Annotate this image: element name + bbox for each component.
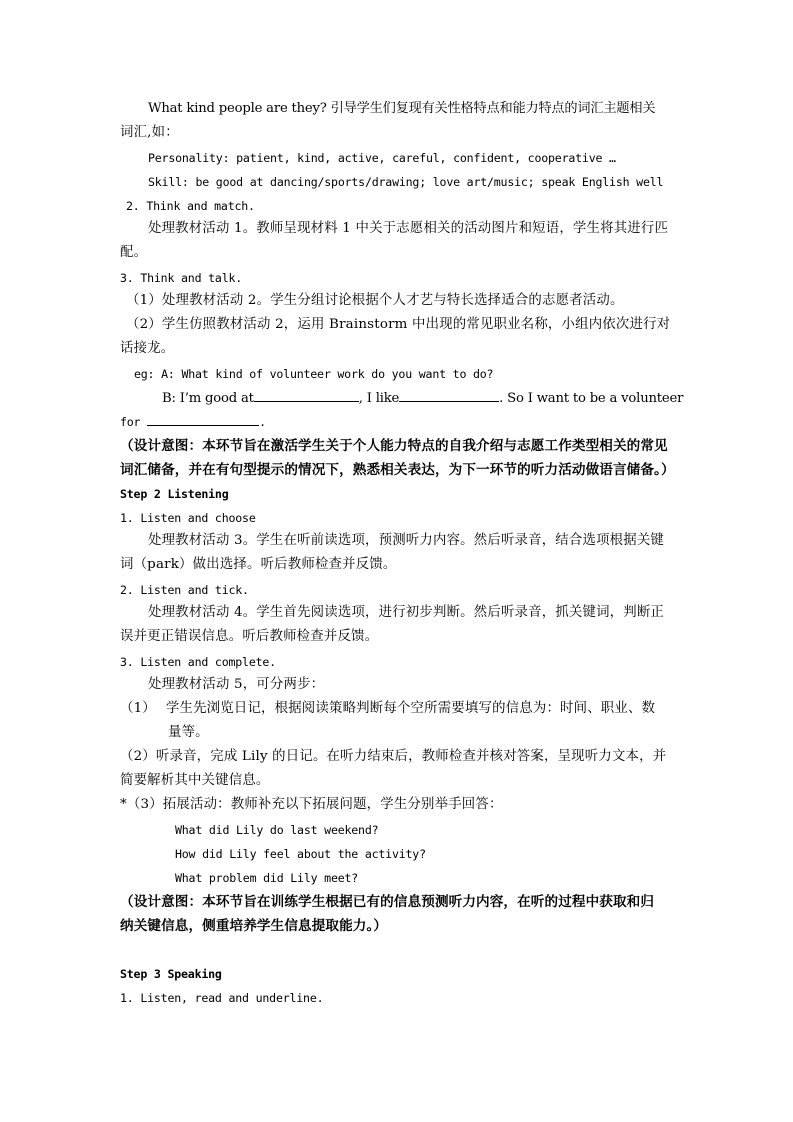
- example-line: eg: A: What kind of volunteer work do you want to do?: [134, 367, 494, 381]
- list-marker: （1）: [120, 701, 156, 716]
- text-line: 处理教材活动 4。学生首先阅读选项，进行初步判断。然后听录音，抓关键词，判断正: [148, 605, 665, 620]
- design-intent: 词汇储备，并在有句型提示的情况下，熟悉相关表达，为下一环节的听力活动做语言储备。）: [120, 462, 675, 478]
- example-text: . So I want to be a volunteer: [499, 391, 684, 406]
- example-blank-line: [120, 414, 266, 430]
- text-line: （1）处理教材活动 2。学生分组讨论根据个人才艺与特长选择适合的志愿者活动。: [126, 293, 624, 308]
- extension-question: How did Lily feel about the activity?: [175, 847, 426, 861]
- text-line: 处理教材活动 1。教师呈现材料 1 中关于志愿相关的活动图片和短语，学生将其进行匹: [148, 221, 669, 236]
- text-line: [120, 701, 655, 717]
- example-text: B: I’m good at: [162, 391, 254, 406]
- text-line: 量等。: [168, 725, 209, 740]
- text-line: 处理教材活动 5，可分两步：: [148, 677, 325, 692]
- example-text: , I like: [358, 391, 400, 406]
- fill-blank: [399, 390, 499, 402]
- extension-question: What problem did Lily meet?: [175, 871, 359, 885]
- extension-question: What did Lily do last weekend?: [175, 823, 379, 837]
- personality-line: Personality: patient, kind, active, careful, confident, cooperative …: [148, 151, 616, 165]
- example-blank-line: [162, 390, 683, 407]
- heading-think-match: 2. Think and match.: [126, 199, 255, 213]
- example-text: .: [259, 415, 266, 429]
- list-text: 学生先浏览日记，根据阅读策略判断每个空所需要填写的信息为：时间、职业、数: [165, 701, 656, 716]
- text-line: （2）听录音，完成 Lily 的日记。在听力结束后，教师检查并核对答案，呈现听力文本，并: [120, 749, 667, 764]
- step-heading: Step 3 Speaking: [120, 967, 222, 981]
- text-line: 话接龙。: [120, 341, 175, 356]
- fill-blank: [254, 390, 359, 402]
- sub-heading: 3. Listen and complete.: [120, 655, 276, 669]
- text-line: *（3）拓展活动：教师补充以下拓展问题，学生分别举手回答：: [120, 797, 503, 812]
- design-intent: 纳关键信息，侧重培养学生信息提取能力。）: [120, 918, 388, 934]
- text-line: 简要解析其中关键信息。: [120, 773, 270, 788]
- step-heading: Step 2 Listening: [120, 487, 229, 501]
- text-line: 误并更正错误信息。听后教师检查并反馈。: [120, 629, 379, 644]
- text-line: 处理教材活动 3。学生在听前读选项，预测听力内容。然后听录音，结合选项根据关键: [148, 533, 665, 548]
- sub-heading: 1. Listen, read and underline.: [120, 991, 324, 1005]
- question-line: What kind people are they? 引导学生们复现有关性格特点和能力特点的词汇主题相关: [148, 101, 656, 116]
- example-text: for: [120, 415, 141, 429]
- sub-heading: 2. Listen and tick.: [120, 583, 249, 597]
- heading-think-talk: 3. Think and talk.: [120, 271, 243, 285]
- fill-blank: [147, 414, 259, 426]
- text-line: 词（park）做出选择。听后教师检查并反馈。: [120, 557, 397, 572]
- text-line: 词汇,如：: [120, 125, 179, 140]
- text-line: 配。: [120, 245, 148, 260]
- skill-line: Skill: be good at dancing/sports/drawing; love art/music; speak English well: [148, 175, 664, 189]
- text-line: （2）学生仿照教材活动 2，运用 Brainstorm 中出现的常见职业名称，小组内依次进行对: [126, 317, 671, 332]
- design-intent: （设计意图：本环节旨在激活学生关于个人能力特点的自我介绍与志愿工作类型相关的常见: [120, 438, 668, 454]
- design-intent: （设计意图：本环节旨在训练学生根据已有的信息预测听力内容，在听的过程中获取和归: [120, 894, 655, 910]
- sub-heading: 1. Listen and choose: [120, 511, 256, 525]
